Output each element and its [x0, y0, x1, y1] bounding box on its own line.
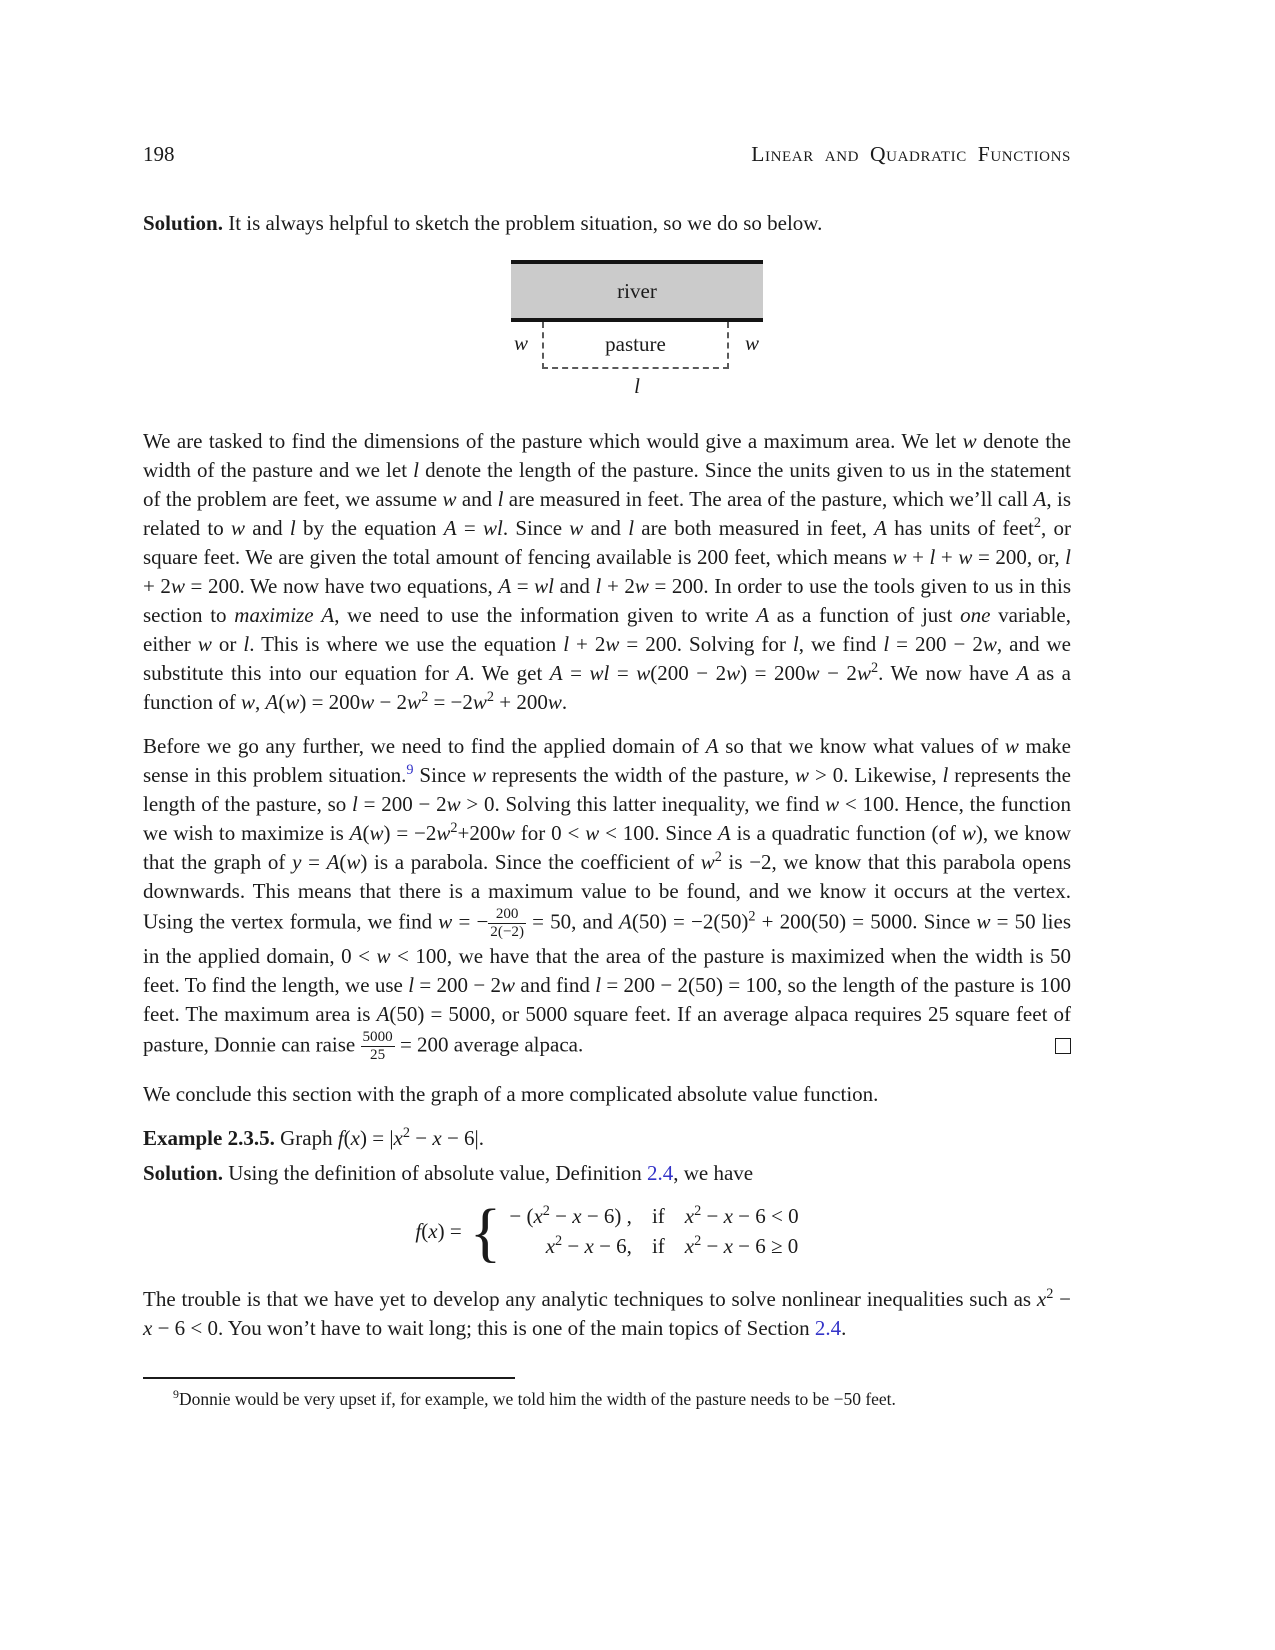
- paragraph-trouble: The trouble is that we have yet to develop any analytic techniques to solve nonlinear inequalities such as $x^2 - x - 6 < 0$. You won’t have to wait long; this is one of the main topics of Section 2.4.: [143, 1285, 1071, 1340]
- river-label: river: [617, 278, 657, 303]
- width-label-right: w: [744, 331, 759, 355]
- case-2-expression: $x^2 - x - 6$,: [545, 1232, 632, 1258]
- case-2-if: if: [651, 1233, 665, 1258]
- solution-paragraph-2: Solution. Using the definition of absolute value, Definition 2.4, we have: [143, 1160, 754, 1185]
- page-header: [143, 140, 1071, 169]
- footnote-rule: [143, 1377, 515, 1379]
- section-2-4-link[interactable]: 2.4: [814, 1315, 842, 1340]
- case-1-condition: $x^2 - x - 6 < 0$: [684, 1202, 799, 1228]
- footnote-9-link[interactable]: 9: [406, 762, 414, 778]
- footnote-marker: 9: [173, 1386, 179, 1401]
- piecewise-definition: [143, 1196, 1071, 1270]
- footnote-body: Donnie would be very upset if, for example, we told him the width of the pasture needs to be −50 feet.: [178, 1388, 896, 1409]
- running-title: Linear and Quadratic Functions: [751, 142, 1071, 166]
- paragraph-dimensions: We are tasked to find the dimensions of the pasture which would give a maximum area. We let w denote the width of the pasture and we let l denote the length of the pasture. Since the units given to us in the statement of the problem are feet, we assume w and l are measured in feet. The area of the pasture, which we’ll call A, is related to w and l by the equation A = wl. Since w and l are both measured in feet, A has units of feet$^2$, or square feet. We are given the total amount of fencing available is 200 feet, which means w + l + w = 200, or, l + 2w = 200. We now have two equations, A = wl and l + 2w = 200. In order to use the tools given to us in this section to maximize A, we need to use the information given to write A as a function of just one variable, either w or l. This is where we use the equation l + 2w = 200. Solving for l, we find l = 200 − 2w, and we substitute this into our equation for A. We get A = wl = $w(200 - 2w) = 200w - 2w^2$. We now have A as a function of w, $A(w) = 200w - 2w^2 = -2w^2 + 200w$.: [143, 429, 1072, 714]
- solution-paragraph-1: Solution. It is always helpful to sketch the problem situation, so we do so below.: [143, 211, 823, 235]
- footnote-area: [143, 1377, 1071, 1411]
- width-label-left: w: [514, 331, 529, 355]
- river-box: [511, 260, 763, 322]
- qed-box: [1055, 1038, 1071, 1054]
- pasture-diagram: [511, 260, 763, 401]
- case-2-condition: $x^2 - x - 6 \ge 0$: [684, 1232, 799, 1258]
- paragraph-conclude: We conclude this section with the graph of a more complicated absolute value function.: [143, 1081, 879, 1106]
- example-2-3-5-heading: Example 2.3.5. Graph $f(x) = |x^2 - x - 6|$.: [143, 1124, 484, 1150]
- definition-2-4-link[interactable]: 2.4: [646, 1160, 674, 1185]
- page-number: 198: [143, 142, 175, 166]
- piecewise-cases: [509, 1202, 798, 1261]
- piecewise-lhs: f(x) =: [415, 1218, 462, 1243]
- pasture-row: [511, 322, 763, 369]
- case-1-expression: − $(x^2 - x - 6)$ ,: [509, 1202, 632, 1228]
- left-brace: {: [469, 1196, 502, 1270]
- footnote-text: [143, 1387, 1071, 1411]
- pasture-box: [542, 322, 729, 369]
- paragraph-applied-domain: Before we go any further, we need to find the applied domain of A so that we know what values of w make sense in this problem situation.$^9$ Since w represents the width of the pasture, w > 0. Likewise, l represents the length of the pasture, so l = 200 − 2w > 0. Solving this latter inequality, we find w < 100. Hence, the function we wish to maximize is $A(w) = -2w^2+200w$ for 0 < w < 100. Since A is a quadratic function (of w), we know that the graph of y = A(w) is a parabola. Since the coefficient of $w^2$ is −2, we know that this parabola opens downwards. This means that there is a maximum value to be found, and we know it occurs at the vertex. Using the vertex formula, we find w = − $\frac{200}{2(-2)}$ = 50, and $A(50) = -2(50)^2 + 200(50) = 5000$. Since w = 50 lies in the applied domain, 0 < w < 100, we have that the area of the pasture is maximized when the width is 50 feet. To find the length, we use l = 200 − 2w and find l = 200 − 2(50) = 100, so the length of the pasture is 100 feet. The maximum area is A(50) = 5000, or 5000 square feet. If an average alpaca requires 25 square feet of pasture, Donnie can raise $\frac{5000}{25}$ = 200 average alpaca.: [143, 734, 1072, 1064]
- pasture-label: pasture: [605, 332, 666, 356]
- case-1-if: if: [651, 1203, 665, 1228]
- length-label: l: [634, 374, 640, 398]
